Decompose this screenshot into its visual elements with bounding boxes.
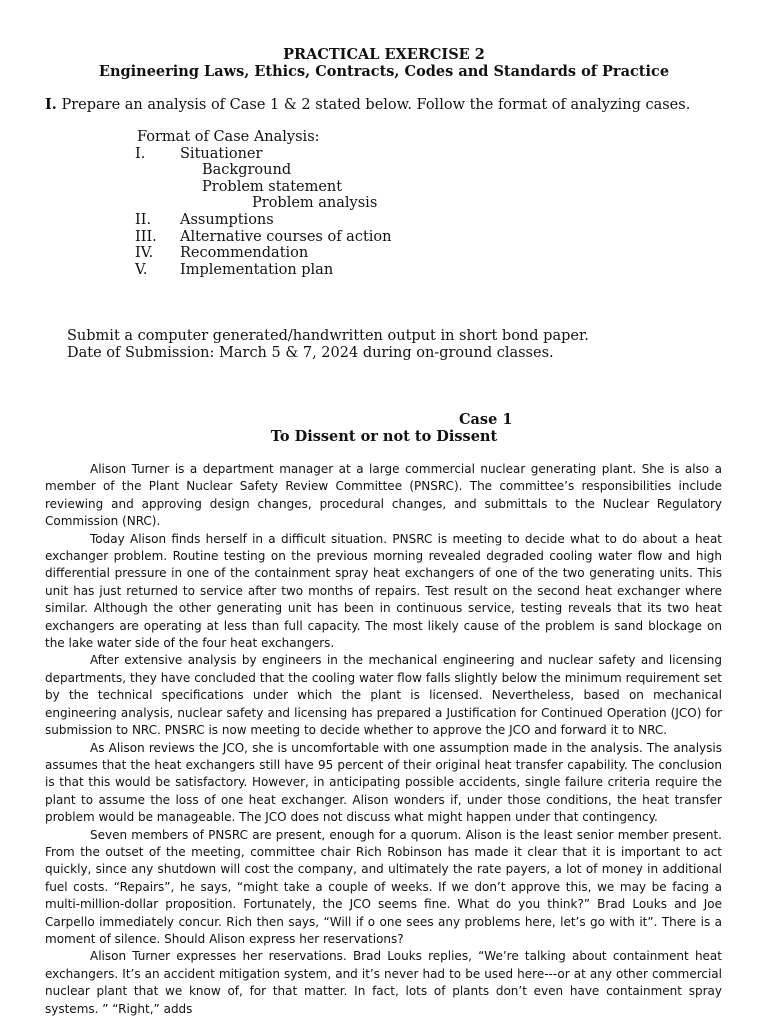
submission-instruction: Submit a computer generated/handwritten output in short bond paper. — [67, 328, 589, 344]
exercise-title: PRACTICAL EXERCISE 2 — [283, 46, 485, 63]
case-title: To Dissent or not to Dissent — [270, 428, 498, 445]
format-item-number: IV. — [135, 245, 154, 262]
format-item-number: III. — [135, 228, 157, 245]
format-item-label: Alternative courses of action — [180, 228, 392, 245]
case-body — [45, 461, 722, 1018]
submission-note — [67, 328, 589, 362]
format-subitem — [0, 179, 768, 196]
case-number: Case 1 — [459, 411, 513, 428]
case-paragraph: Alison Turner expresses her reservations. Brad Louks replies, “We’re talking about containment heat exchangers. It’s an accident mitigation system, and it’s never had to be used here---or at any other commercial nuclear plant that we know of, for that matter. In fact, lots of plants don’t even have containment spray systems. ” “Right,” adds — [45, 949, 722, 1016]
case-paragraph: Today Alison finds herself in a difficult situation. PNSRC is meeting to decide what to do about a heat exchanger problem. Routine testing on the previous morning revealed degraded cooling water flow and high differential pressure in one of the containment spray heat exchangers of one of the two generating units. This unit has just returned to service after two months of repairs. Test result on the second heat exchanger where similar. Although the other generating unit has been in continuous service, testing reveals that its two heat exchangers are operating at less than full capacity. The most likely cause of the problem is sand blockage on the lake water side of the four heat exchangers. — [45, 531, 722, 651]
format-item — [0, 245, 768, 262]
format-item — [0, 262, 768, 279]
instruction — [45, 96, 690, 114]
submission-date: Date of Submission: March 5 & 7, 2024 during on-ground classes. — [67, 345, 554, 361]
format-subitem — [0, 195, 768, 212]
instruction-text: Prepare an analysis of Case 1 & 2 stated below. Follow the format of analyzing cases. — [56, 97, 691, 113]
format-subitem-label: Problem analysis — [252, 195, 378, 212]
format-heading: Format of Case Analysis: — [137, 129, 320, 145]
format-item-label: Situationer — [180, 145, 263, 162]
exercise-subtitle: Engineering Laws, Ethics, Contracts, Codes and Standards of Practice — [98, 63, 670, 80]
case-paragraph: After extensive analysis by engineers in the mechanical engineering and nuclear safety and licensing departments, they have concluded that the cooling water flow falls slightly below the minimum requirement set by the technical specifications under which the plant is licensed. Nevertheless, based on mechanical engineering analysis, nuclear safety and licensing has prepared a Justification for Continued Operation (JCO) for submission to NRC. PNSRC is now meeting to decide whether to approve the JCO and forward it to NRC. — [45, 653, 722, 738]
format-heading-row — [0, 129, 768, 146]
format-list — [0, 129, 768, 278]
format-subitem-label: Problem statement — [202, 178, 343, 195]
format-item-label: Assumptions — [180, 211, 274, 228]
format-item-number: II. — [135, 211, 152, 228]
format-item-number: V. — [135, 261, 148, 278]
format-item-label: Implementation plan — [180, 261, 334, 278]
format-subitem — [0, 162, 768, 179]
case-paragraph: Alison Turner is a department manager at a large commercial nuclear generating plant. She is also a member of the Plant Nuclear Safety Review Committee (PNSRC). The committee’s responsibilities include reviewing and approving design changes, procedural changes, and submittals to the Nuclear Regulatory Commission (NRC). — [45, 462, 722, 529]
format-item — [0, 212, 768, 229]
case-paragraph: As Alison reviews the JCO, she is uncomfortable with one assumption made in the analysis. The analysis assumes that the heat exchangers still have 95 percent of their original heat transfer capability. The conclusion is that this would be satisfactory. However, in anticipating possible accidents, single failure criteria require the plant to assume the loss of one heat exchanger. Alison wonders if, under those conditions, the heat transfer problem would be manageable. The JCO does not discuss what might happen under that contingency. — [45, 740, 722, 825]
format-item-number: I. — [135, 145, 146, 162]
instruction-number: I. — [45, 96, 57, 113]
case-paragraph: Seven members of PNSRC are present, enough for a quorum. Alison is the least senior member present. From the outset of the meeting, committee chair Rich Robinson has made it clear that it is important to act quickly, since any shutdown will cost the company, and ultimately the rate payers, a lot of money in additional fuel costs. “Repairs”, he says, “might take a couple of weeks. If we don’t approve this, we may be facing a multi-million-dollar proposition. Fortunately, the JCO seems fine. What do you think?” Brad Louks and Joe Carpello immediately concur. Rich then says, “Will if o one sees any problems here, let’s go with it”. There is a moment of silence. Should Alison express her reservations? — [45, 827, 722, 946]
format-item-label: Recommendation — [180, 245, 309, 262]
format-item — [0, 146, 768, 163]
format-item — [0, 229, 768, 246]
format-subitem-label: Background — [202, 162, 292, 179]
